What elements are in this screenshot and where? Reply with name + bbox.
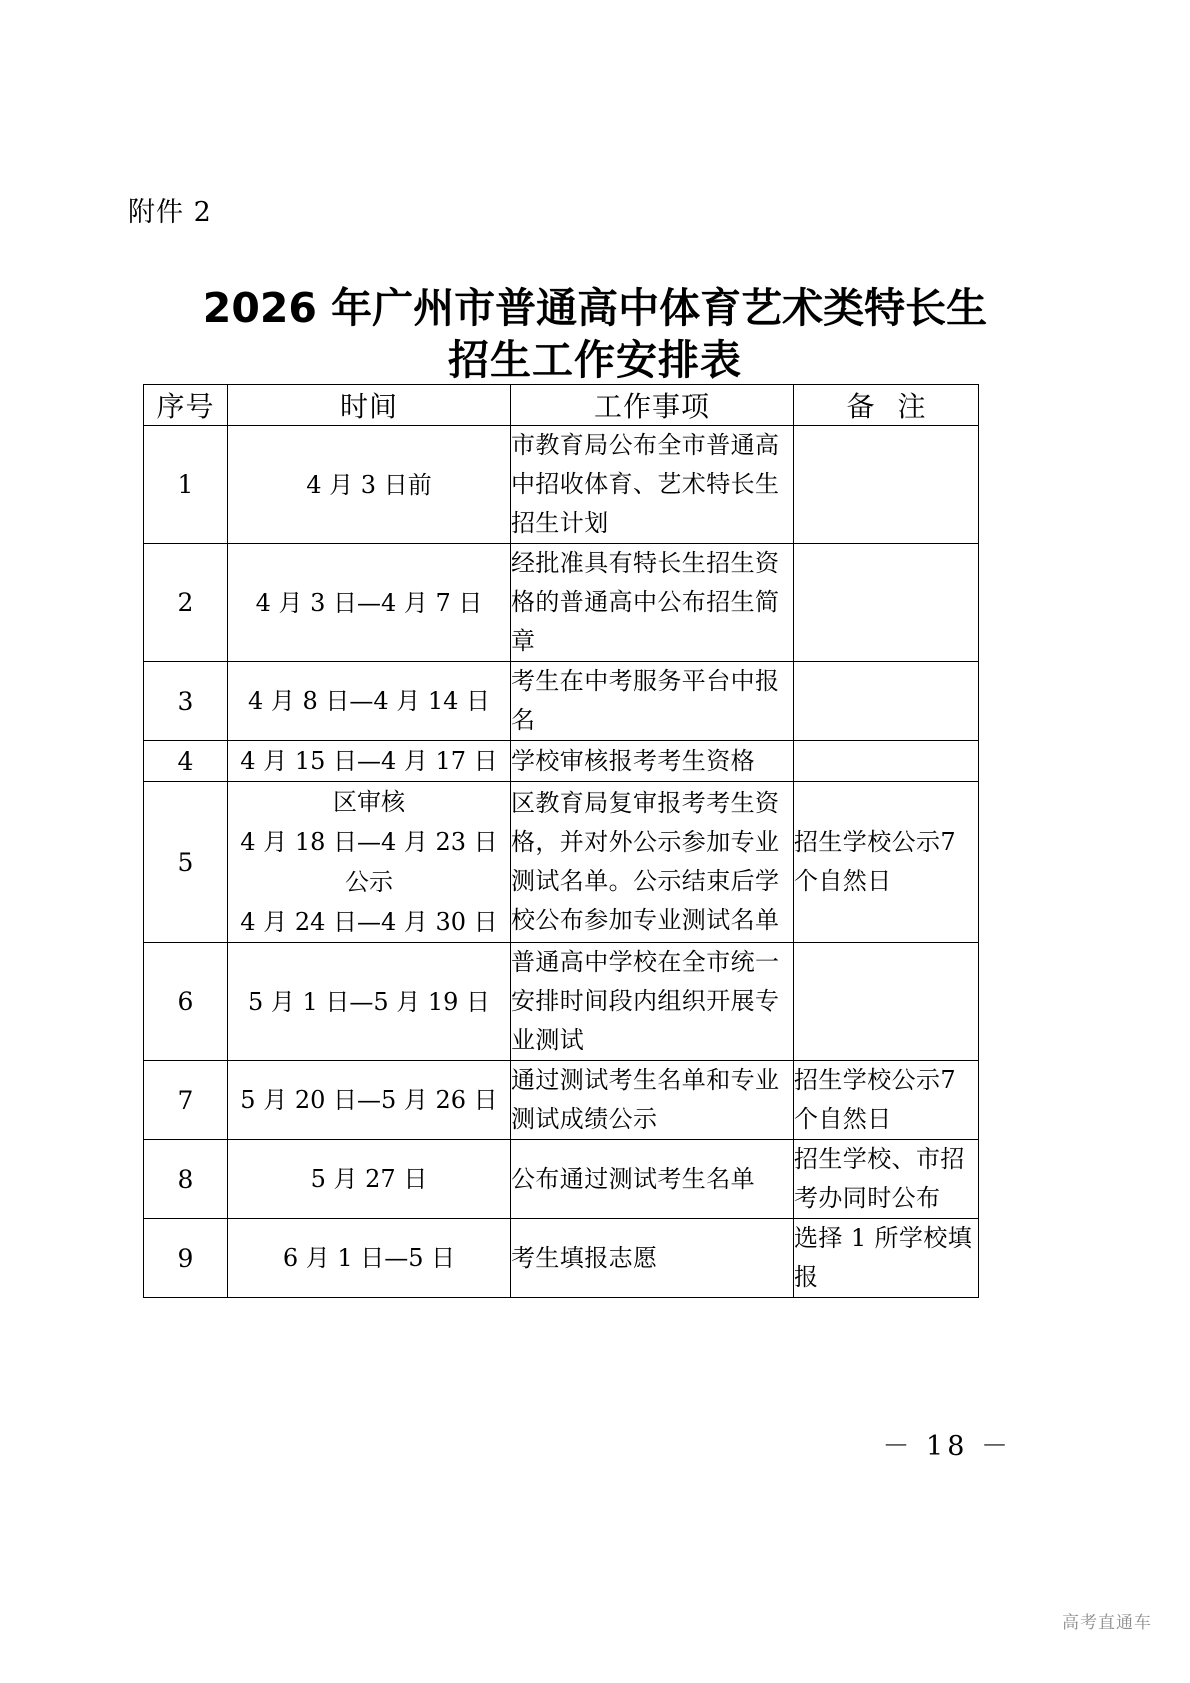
cell-time-line: 5 月 1 日—5 月 19 日 (247, 987, 491, 1016)
attachment-label: 附件 2 (128, 197, 212, 228)
cell-note (794, 662, 979, 741)
schedule-table (143, 384, 979, 1298)
cell-note (794, 544, 979, 662)
cell-note (794, 741, 979, 782)
table-row (144, 782, 979, 943)
cell-no: 1 (144, 426, 228, 544)
cell-note: 招生学校、市招考办同时公布 (794, 1140, 979, 1219)
cell-no: 5 (144, 782, 228, 943)
page-title (0, 282, 1190, 386)
cell-item: 考生填报志愿 (511, 1219, 794, 1298)
column-header-note: 备 注 (794, 385, 979, 426)
table-row (144, 426, 979, 544)
cell-no: 3 (144, 662, 228, 741)
page-title-line-1: 2026 年广州市普通高中体育艺术类特长生 (202, 284, 988, 332)
cell-time-line: 5 月 20 日—5 月 26 日 (240, 1086, 498, 1114)
cell-time (228, 662, 511, 741)
cell-note (794, 943, 979, 1061)
cell-item: 普通高中学校在全市统一安排时间段内组织开展专业测试 (511, 943, 794, 1061)
cell-time-line: 4 月 18 日—4 月 23 日 (240, 828, 498, 856)
cell-time (228, 544, 511, 662)
table-row (144, 544, 979, 662)
schedule-table-container (143, 384, 978, 1298)
table-row (144, 1219, 979, 1298)
cell-no: 7 (144, 1061, 228, 1140)
cell-time (228, 782, 511, 943)
cell-time-line: 6 月 1 日—5 日 (282, 1244, 456, 1272)
cell-no: 8 (144, 1140, 228, 1219)
cell-no: 6 (144, 943, 228, 1061)
cell-note: 招生学校公示7 个自然日 (794, 1061, 979, 1140)
table-row (144, 1061, 979, 1140)
cell-no: 4 (144, 741, 228, 782)
cell-time (228, 426, 511, 544)
page-title-line-2: 招生工作安排表 (448, 336, 742, 384)
cell-note: 招生学校公示7 个自然日 (794, 782, 979, 943)
cell-item: 学校审核报考考生资格 (511, 741, 794, 782)
cell-note: 选择 1 所学校填报 (794, 1219, 979, 1298)
table-row (144, 943, 979, 1061)
cell-item: 考生在中考服务平台中报名 (511, 662, 794, 741)
page-number: － 18 － (882, 1431, 1012, 1462)
cell-item: 经批准具有特长生招生资格的普通高中公布招生简章 (511, 544, 794, 662)
cell-item: 公布通过测试考生名单 (511, 1140, 794, 1219)
table-row (144, 1140, 979, 1219)
cell-item: 区教育局复审报考考生资格，并对外公示参加专业测试名单。公示结束后学校公布参加专业测试名单 (511, 782, 794, 943)
cell-no: 2 (144, 544, 228, 662)
cell-time-line: 4 月 8 日—4 月 14 日 (247, 687, 491, 715)
cell-time (228, 741, 511, 782)
cell-time-line: 4 月 3 日—4 月 7 日 (255, 588, 483, 617)
cell-time-line: 区审核 (333, 788, 405, 816)
cell-item: 市教育局公布全市普通高中招收体育、艺术特长生招生计划 (511, 426, 794, 544)
cell-time-line: 4 月 3 日前 (306, 470, 432, 499)
table-header-row (144, 385, 979, 426)
cell-time-line: 4 月 24 日—4 月 30 日 (240, 908, 498, 936)
cell-no: 9 (144, 1219, 228, 1298)
table-row (144, 662, 979, 741)
column-header-time: 时间 (228, 385, 511, 426)
table-row (144, 741, 979, 782)
cell-time (228, 943, 511, 1061)
cell-time-line: 5 月 27 日 (310, 1165, 428, 1193)
column-header-item: 工作事项 (511, 385, 794, 426)
cell-time (228, 1061, 511, 1140)
watermark: 高考直通车 (1062, 1613, 1152, 1633)
cell-item: 通过测试考生名单和专业测试成绩公示 (511, 1061, 794, 1140)
cell-time-line: 公示 (345, 868, 393, 896)
cell-time (228, 1219, 511, 1298)
cell-time (228, 1140, 511, 1219)
column-header-no: 序号 (144, 385, 228, 426)
cell-time-line: 4 月 15 日—4 月 17 日 (240, 747, 498, 775)
cell-note (794, 426, 979, 544)
